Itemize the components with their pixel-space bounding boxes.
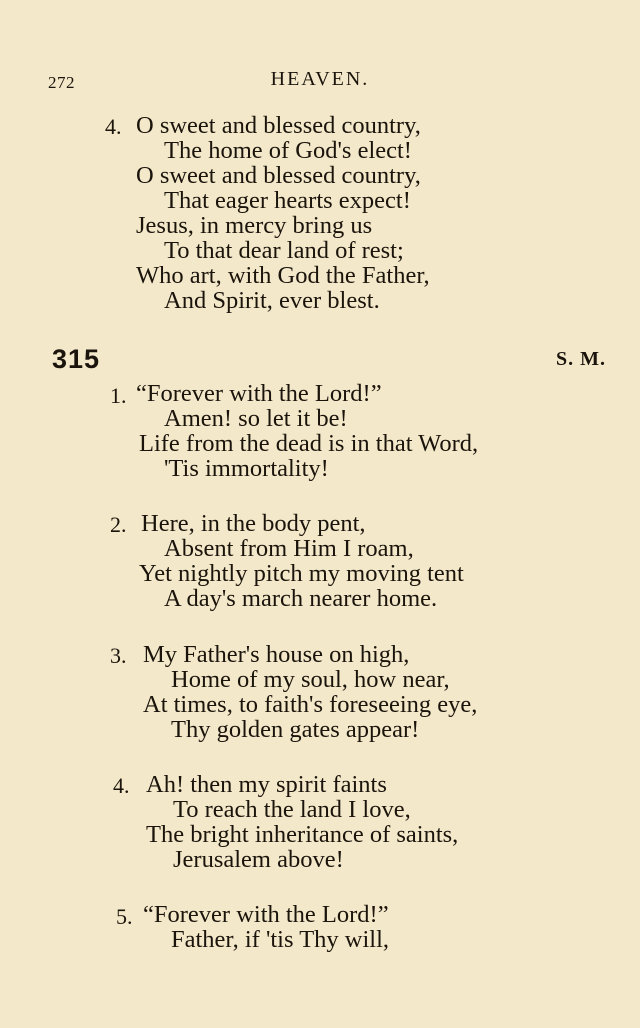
- verse-number: 4.: [105, 114, 122, 139]
- page-title: HEAVEN.: [270, 68, 370, 90]
- verse-line: Father, if 'tis Thy will,: [171, 926, 390, 953]
- verse-number: 3.: [110, 643, 127, 668]
- verse-number: 1.: [110, 383, 127, 408]
- verse-line: Jesus, in mercy bring us: [136, 212, 373, 239]
- verse-line: O sweet and blessed country,: [136, 112, 421, 139]
- verse-line: My Father's house on high,: [143, 641, 410, 668]
- verse-line: 'Tis immortality!: [164, 455, 329, 482]
- verse-line: Thy golden gates appear!: [171, 716, 420, 743]
- hymn-number: 315: [52, 344, 101, 374]
- hymn-meter: S. M.: [556, 348, 606, 370]
- verse-line: To that dear land of rest;: [164, 237, 404, 264]
- verse-number: 4.: [113, 773, 130, 798]
- verse-line: That eager hearts expect!: [164, 187, 411, 214]
- verse-line: “Forever with the Lord!”: [143, 901, 389, 928]
- verse-line: To reach the land I love,: [173, 796, 411, 823]
- verse-line: Ah! then my spirit faints: [146, 771, 387, 798]
- verse-line: Here, in the body pent,: [141, 510, 366, 537]
- verse-line: Absent from Him I roam,: [164, 535, 414, 562]
- verse-line: “Forever with the Lord!”: [136, 380, 382, 407]
- verse-line: Life from the dead is in that Word,: [139, 430, 479, 457]
- verse-line: Yet nightly pitch my moving tent: [139, 560, 464, 587]
- verse-line: Amen! so let it be!: [164, 405, 348, 432]
- verse-number: 2.: [110, 512, 127, 537]
- verse-line: A day's march nearer home.: [164, 585, 438, 612]
- verse-line: Jerusalem above!: [173, 846, 344, 873]
- verse-line: At times, to faith's foreseeing eye,: [143, 691, 478, 718]
- verse-number: 5.: [116, 904, 133, 929]
- verse-line: The home of God's elect!: [164, 137, 412, 164]
- verse-line: O sweet and blessed country,: [136, 162, 421, 189]
- verse-line: The bright inheritance of saints,: [146, 821, 459, 848]
- page-number: 272: [48, 73, 75, 92]
- verse-line: And Spirit, ever blest.: [164, 287, 380, 314]
- verse-line: Who art, with God the Father,: [136, 262, 430, 289]
- verse-line: Home of my soul, how near,: [171, 666, 450, 693]
